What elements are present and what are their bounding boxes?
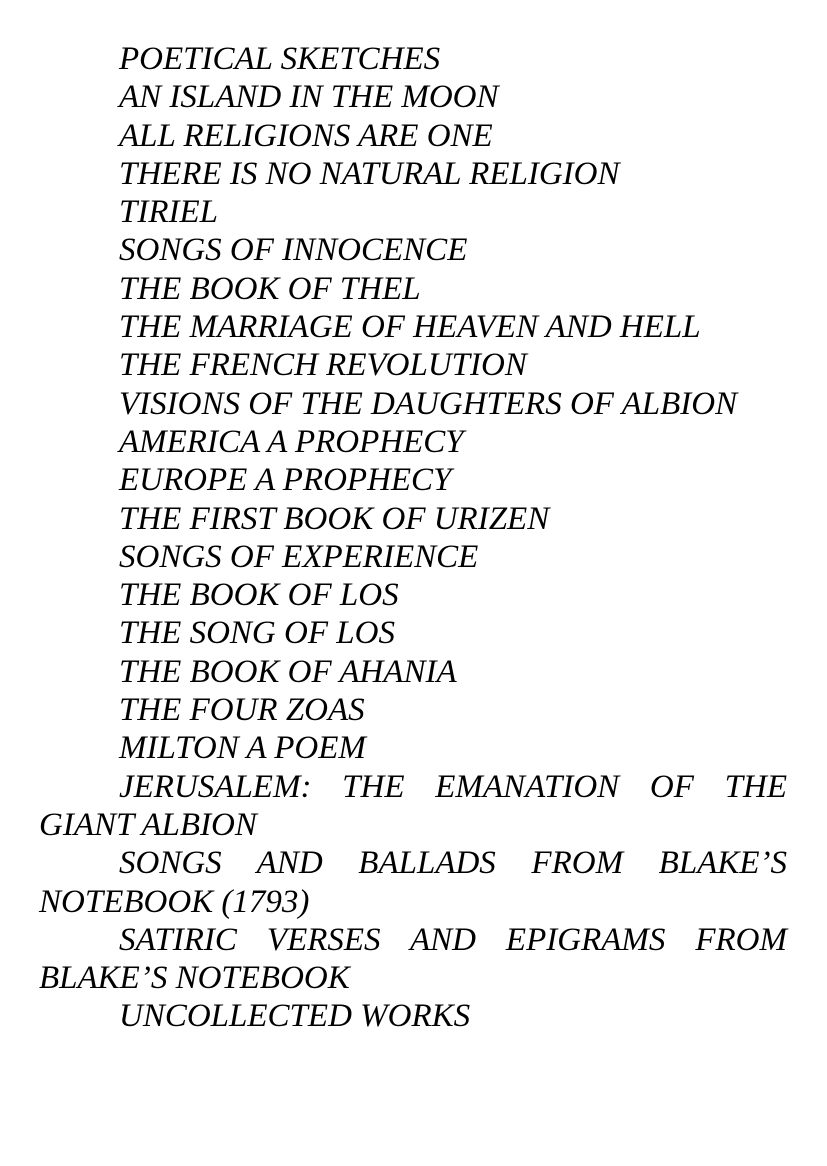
contents-entry: THE BOOK OF AHANIA (119, 653, 457, 690)
contents-entry: THE FRENCH REVOLUTION (119, 347, 527, 384)
contents-entry: SONGS OF EXPERIENCE (119, 538, 479, 575)
contents-entry: EUROPE A PROPHECY (119, 462, 452, 499)
contents-entry: ALL RELIGIONS ARE ONE (119, 117, 493, 154)
contents-entry: THE BOOK OF THEL (119, 270, 421, 307)
contents-list (39, 40, 787, 1036)
contents-entry: THE MARRIAGE OF HEAVEN AND HELL (119, 309, 701, 346)
contents-entry: VISIONS OF THE DAUGHTERS OF ALBION (119, 385, 738, 422)
contents-entry: MILTON A POEM (119, 730, 366, 767)
contents-entry: THERE IS NO NATURAL RELIGION (119, 155, 620, 192)
contents-entry: UNCOLLECTED WORKS (119, 998, 471, 1035)
contents-entry: SATIRIC VERSES AND EPIGRAMS FROM BLAKE’S NOTEBOOK (39, 921, 787, 997)
contents-entry: SONGS OF INNOCENCE (119, 232, 468, 269)
contents-entry: JERUSALEM: THE EMANATION OF THE GIANT ALBION (39, 768, 787, 843)
contents-entry: AMERICA A PROPHECY (119, 423, 464, 460)
contents-entry: THE SONG OF LOS (119, 615, 395, 652)
contents-entry: THE FIRST BOOK OF URIZEN (119, 500, 550, 537)
contents-entry: TIRIEL (119, 194, 218, 231)
contents-entry: THE BOOK OF LOS (119, 577, 399, 614)
contents-entry: AN ISLAND IN THE MOON (119, 79, 499, 116)
contents-entry: THE FOUR ZOAS (119, 692, 365, 729)
contents-entry: SONGS AND BALLADS FROM BLAKE’S NOTEBOOK (1793) (39, 845, 787, 920)
contents-entry: POETICAL SKETCHES (119, 41, 441, 77)
